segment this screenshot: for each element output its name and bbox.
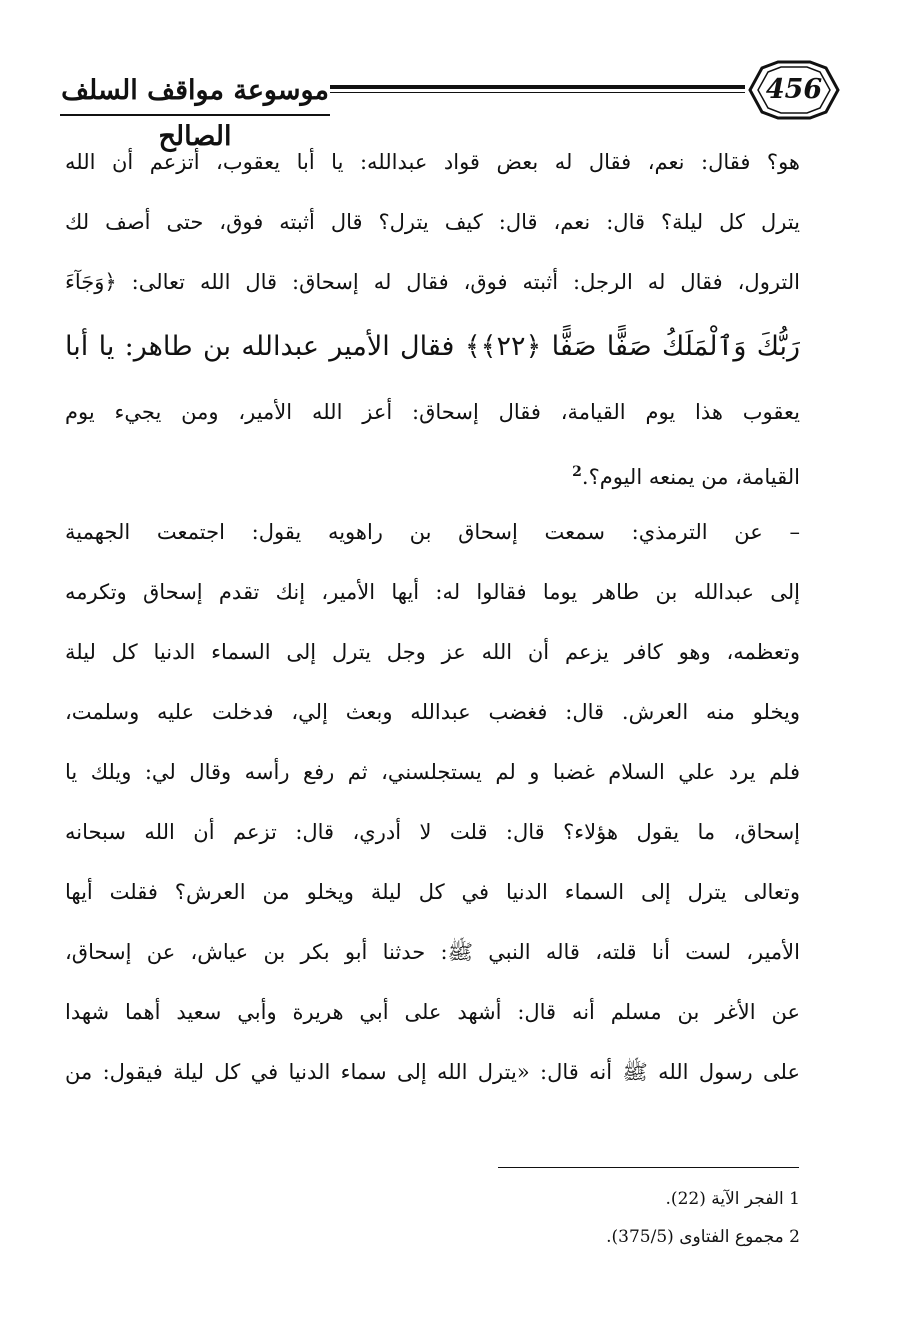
page-number: 456: [765, 74, 823, 105]
text-line: الترول، فقال له الرجل: أثبته فوق، فقال له إسحاق: قال الله تعالى: ﴿وَجَآءَ: [65, 270, 800, 294]
text-line: على رسول الله ﷺ أنه قال: «يترل الله إلى سماء الدنيا في كل ليلة فيقول: من: [65, 1060, 800, 1084]
text-line: إسحاق، ما يقول هؤلاء؟ قال: قلت لا أدري، قال: تزعم أن الله سبحانه: [65, 820, 800, 844]
footnote: 2 مجموع الفتاوى (375/5).: [606, 1227, 800, 1247]
quran-verse-text: رَبُّكَ وَٱلْمَلَكُ صَفًّا صَفًّا ﴿٢٢﴾﴾ فقال الأمير عبدالله بن طاهر: يا أبا: [65, 331, 800, 362]
book-title: موسوعة مواقف السلف الصالح: [60, 68, 330, 116]
text-line: وتعالى يترل إلى السماء الدنيا في كل ليلة ويخلو من العرش؟ فقلت أيها: [65, 880, 800, 904]
text-line: هو؟ فقال: نعم، فقال له بعض قواد عبدالله: يا أبا يعقوب، أتزعم أن الله: [65, 150, 800, 174]
text-line-quran-verse: [65, 312, 800, 382]
footnote: 1 الفجر الآية (22).: [665, 1189, 800, 1209]
header-rule: [330, 85, 745, 93]
text-line-paragraph-end: [65, 442, 800, 502]
text-line: يترل كل ليلة؟ قال: نعم، قال: كيف يترل؟ قال أثبته فوق، حتى أصف لك: [65, 210, 800, 234]
text-line: عن الأغر بن مسلم أنه قال: أشهد على أبي هريرة وأبي سعيد أهما شهدا: [65, 1000, 800, 1024]
paragraph-end-text: القيامة، من يمنعه اليوم؟.: [581, 465, 800, 489]
page-header: [60, 60, 840, 152]
footnotes: [400, 1180, 800, 1256]
page-number-badge: [748, 60, 840, 120]
text-line: الأمير، لست أنا قلته، قاله النبي ﷺ: حدثنا أبو بكر بن عياش، عن إسحاق،: [65, 940, 800, 964]
footnote-separator: [498, 1167, 799, 1168]
text-line: ويخلو منه العرش. قال: فغضب عبدالله وبعث إلي، فدخلت عليه وسلمت،: [65, 700, 800, 724]
text-line: فلم يرد علي السلام غضبا و لم يستجلسني، ثم رفع رأسه وقال لي: ويلك يا: [65, 760, 800, 784]
text-line: يعقوب هذا يوم القيامة، فقال إسحاق: أعز الله الأمير، ومن يجيء يوم: [65, 400, 800, 424]
footnote-ref: 2: [572, 464, 582, 480]
text-line: وتعظمه، وهو كافر يزعم أن الله عز وجل يترل إلى السماء الدنيا كل ليلة: [65, 640, 800, 664]
body-text: [65, 132, 800, 1102]
text-line: إلى عبدالله بن طاهر يوما فقالوا له: أيها الأمير، إنك تقدم إسحاق وتكرمه: [65, 580, 800, 604]
text-line: – عن الترمذي: سمعت إسحاق بن راهويه يقول: اجتمعت الجهمية: [65, 520, 800, 544]
